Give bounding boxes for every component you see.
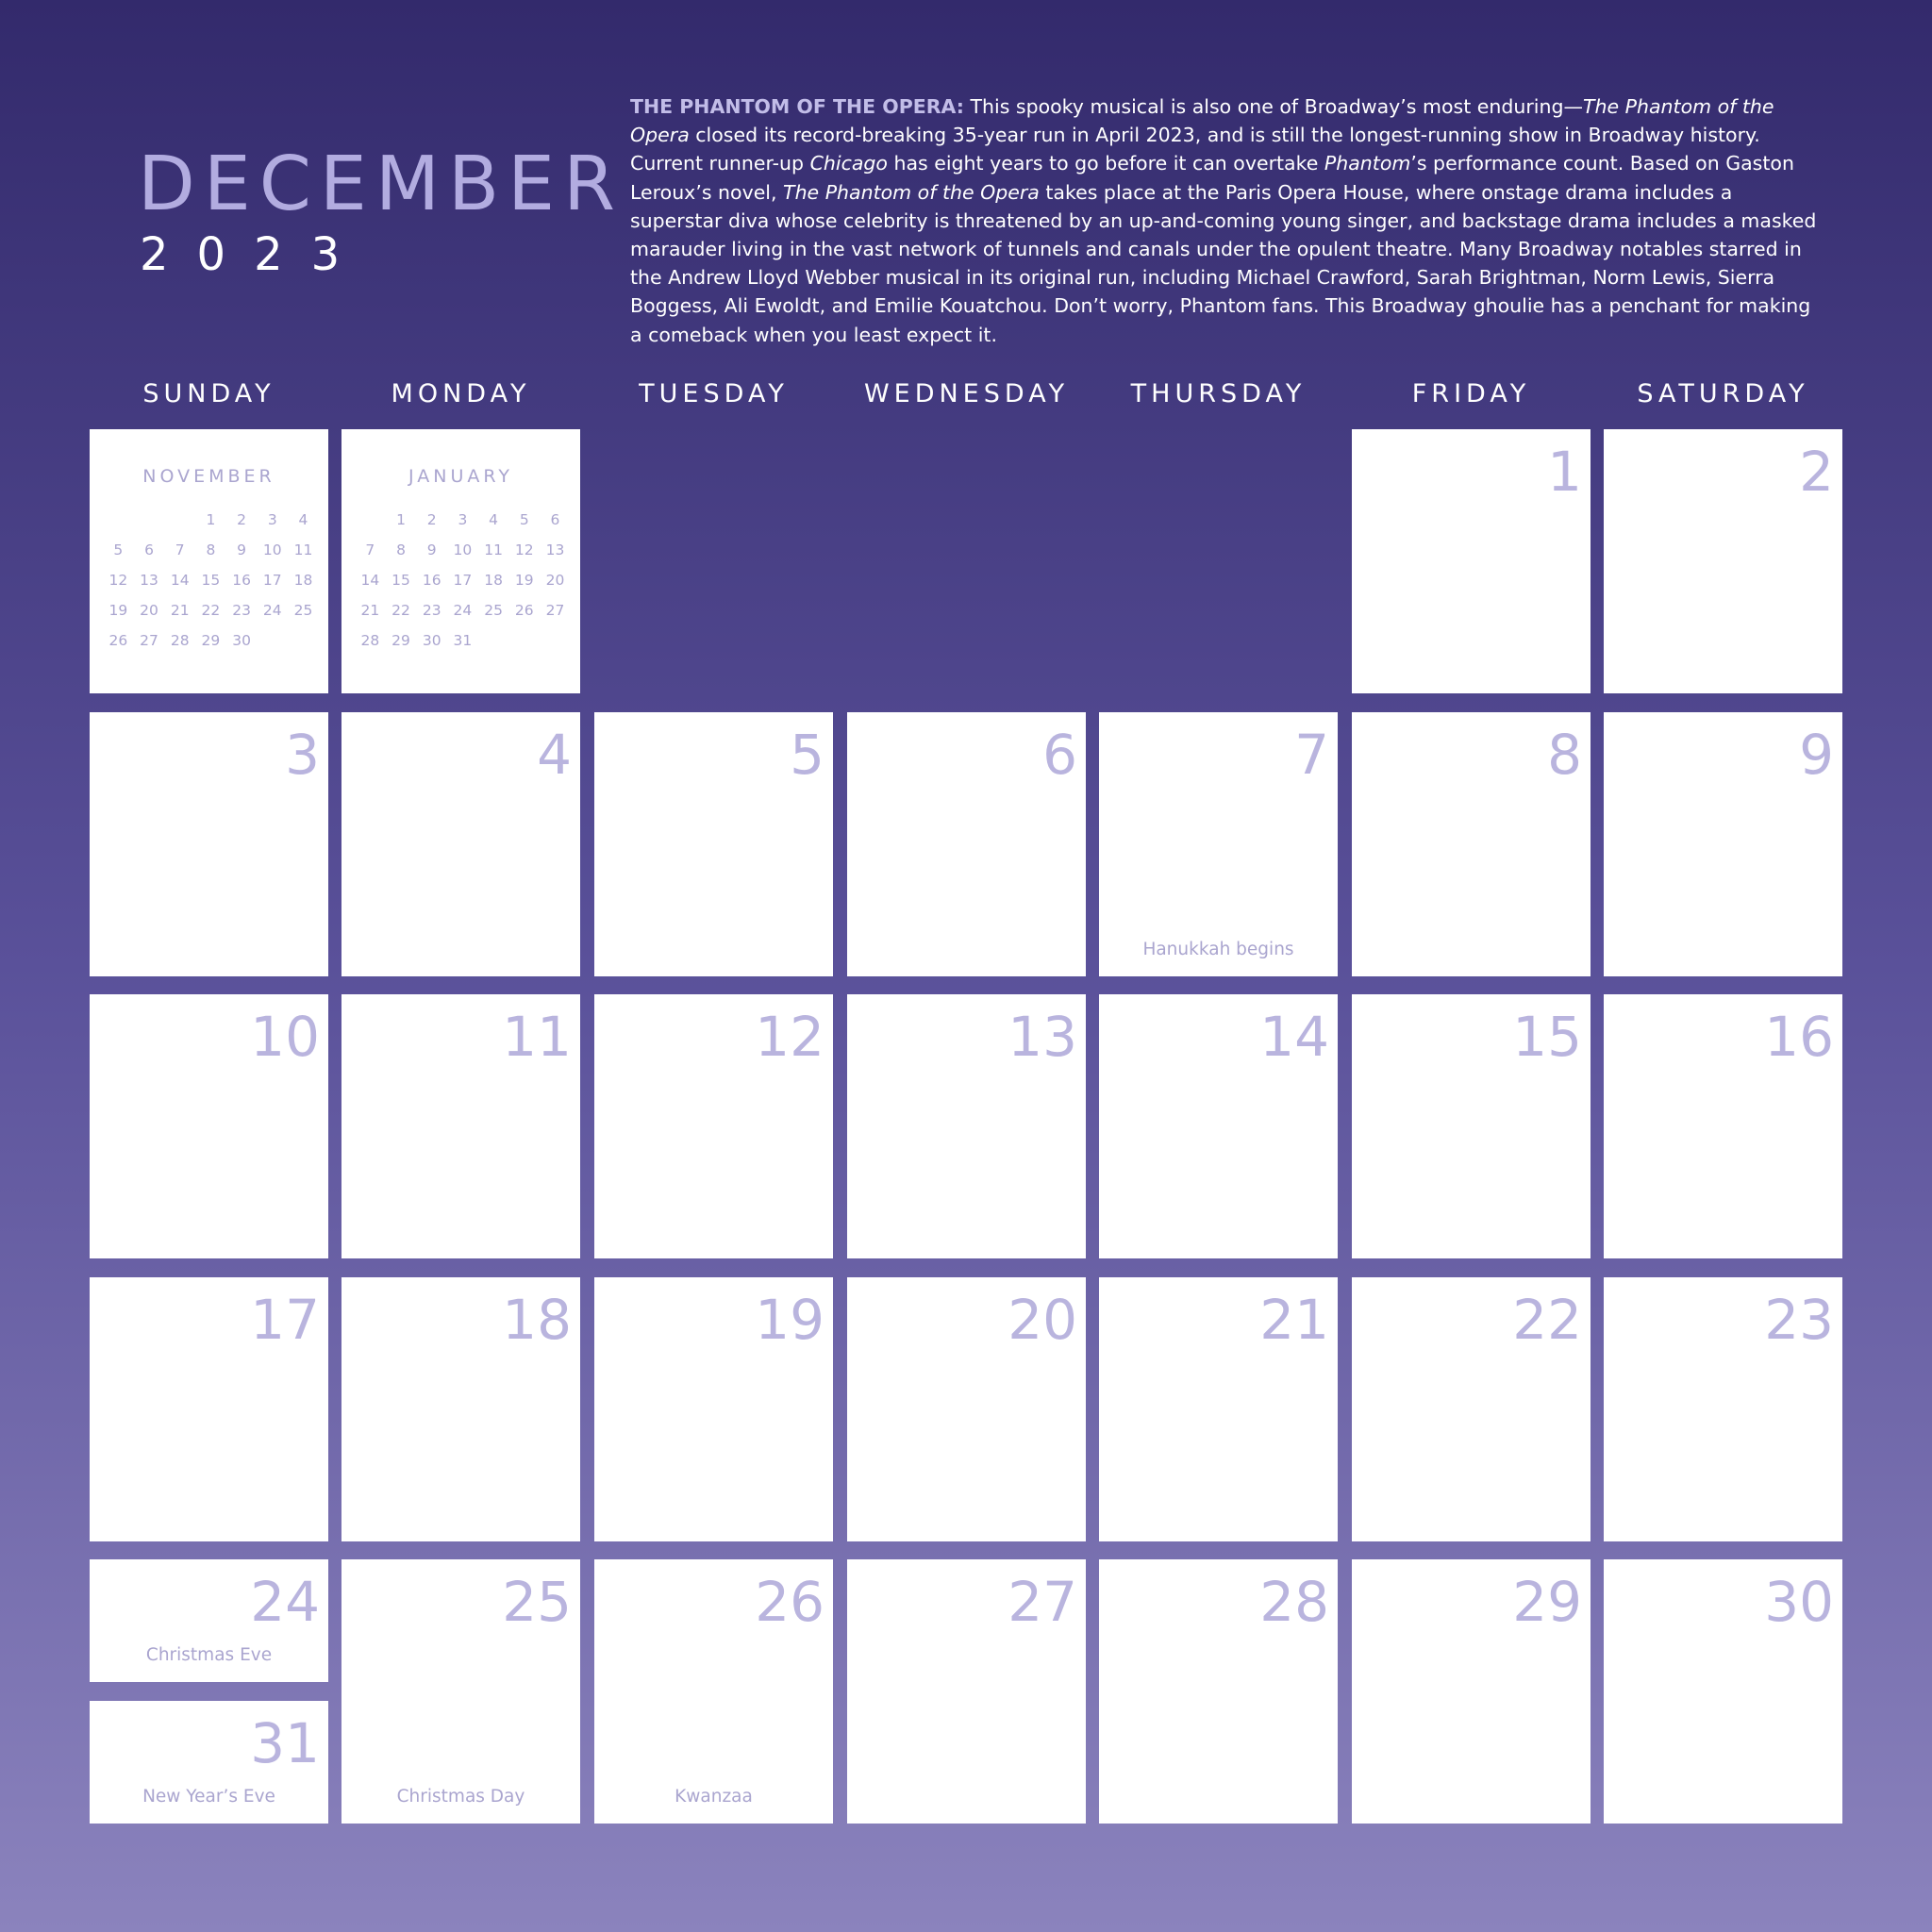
mini-calendar-day: 26 — [514, 602, 534, 619]
mini-calendar-day: 11 — [293, 541, 313, 558]
day-cell-17[interactable] — [90, 1277, 328, 1541]
day-cell-22[interactable] — [1352, 1277, 1591, 1541]
day-cell-11[interactable] — [341, 994, 580, 1258]
mini-calendar-day: 25 — [293, 602, 313, 619]
day-number: 14 — [1259, 1005, 1329, 1069]
day-number: 2 — [1799, 440, 1834, 504]
day-number: 31 — [250, 1711, 320, 1775]
day-number: 21 — [1259, 1288, 1329, 1352]
weekday-header-sunday: SUNDAY — [142, 379, 275, 408]
mini-calendar-day: 1 — [206, 511, 216, 528]
mini-calendar-day: 19 — [514, 572, 534, 589]
mini-calendar-day: 2 — [426, 511, 437, 528]
mini-calendar-day: 31 — [453, 632, 473, 649]
event-label: Kwanzaa — [675, 1787, 753, 1807]
mini-calendar-day: 16 — [422, 572, 441, 589]
day-cell-29[interactable] — [1352, 1559, 1591, 1824]
mini-calendar-day: 6 — [144, 541, 154, 558]
day-number: 7 — [1294, 723, 1329, 787]
weekday-header-friday: FRIDAY — [1411, 379, 1531, 408]
description-segment: closed its record-breaking 35-year run in April 2023, and is still the longest-running show in Broadway history. Current runner-up — [630, 124, 1760, 175]
description-segment: has eight years to go before it can overtake — [887, 152, 1324, 175]
description-text — [630, 92, 1826, 349]
weekday-header-thursday: THURSDAY — [1130, 379, 1307, 408]
day-cell-4[interactable] — [341, 712, 580, 976]
mini-calendar-grid — [355, 505, 571, 656]
mini-calendar-day: 30 — [232, 632, 251, 649]
mini-calendar-day: 4 — [298, 511, 308, 528]
mini-calendar-day: 9 — [426, 541, 437, 558]
mini-calendar-january — [341, 429, 580, 693]
mini-calendar-day: 25 — [484, 602, 503, 619]
day-cell-15[interactable] — [1352, 994, 1591, 1258]
day-cell-26[interactable] — [594, 1559, 833, 1824]
day-number: 29 — [1512, 1570, 1582, 1634]
day-cell-21[interactable] — [1099, 1277, 1338, 1541]
mini-calendar-day: 28 — [170, 632, 190, 649]
mini-calendar-day: 9 — [237, 541, 247, 558]
day-cell-9[interactable] — [1604, 712, 1842, 976]
mini-calendar-day: 22 — [391, 602, 410, 619]
mini-calendar-day: 17 — [262, 572, 282, 589]
mini-calendar-day: 28 — [360, 632, 380, 649]
description-segment: takes place at the Paris Opera House, where onstage drama includes a superstar diva whose celebrity is threatened by an up-and-coming young singer, and backstage drama includes a masked marauder living in the vast network of tunnels and canals under the opulent theatre. Many Broadway notables starred in the Andrew Lloyd Webber musical in its original run, including Michael Crawford, Sarah Brightman, Norm Lewis, Sierra Boggess, Ali Ewoldt, and Emilie Kouatchou. Don’t worry, Phantom fans. This Broadway ghoulie has a penchant for making a comeback when you least expect it. — [630, 180, 1817, 346]
day-cell-24[interactable] — [90, 1559, 328, 1682]
day-number: 16 — [1764, 1005, 1834, 1069]
mini-calendar-day: 8 — [396, 541, 406, 558]
day-number: 22 — [1512, 1288, 1582, 1352]
mini-calendar-november — [90, 429, 328, 693]
mini-calendar-day: 13 — [140, 572, 158, 589]
mini-calendar-day: 6 — [550, 511, 560, 528]
day-cell-6[interactable] — [847, 712, 1086, 976]
day-cell-8[interactable] — [1352, 712, 1591, 976]
day-cell-14[interactable] — [1099, 994, 1338, 1258]
day-number: 30 — [1764, 1570, 1834, 1634]
mini-calendar-day: 27 — [545, 602, 565, 619]
mini-calendar-day: 29 — [391, 632, 410, 649]
day-number: 13 — [1008, 1005, 1077, 1069]
mini-calendar-day: 29 — [201, 632, 221, 649]
description-italic: The Phantom of the Opera — [630, 95, 1774, 147]
mini-calendar-day: 19 — [108, 602, 128, 619]
day-cell-19[interactable] — [594, 1277, 833, 1541]
day-number: 23 — [1764, 1288, 1834, 1352]
mini-calendar-day: 20 — [545, 572, 565, 589]
mini-calendar-day: 14 — [360, 572, 380, 589]
mini-calendar-day: 17 — [453, 572, 473, 589]
day-cell-28[interactable] — [1099, 1559, 1338, 1824]
mini-calendar-day: 18 — [484, 572, 503, 589]
mini-calendar-day: 11 — [484, 541, 503, 558]
mini-calendar-day — [103, 505, 134, 535]
day-cell-5[interactable] — [594, 712, 833, 976]
mini-calendar-day — [134, 505, 165, 535]
mini-calendar-day: 23 — [232, 602, 251, 619]
day-number: 10 — [250, 1005, 320, 1069]
mini-calendar-day: 7 — [365, 541, 375, 558]
mini-calendar-day: 13 — [545, 541, 565, 558]
mini-calendar-day: 7 — [175, 541, 185, 558]
day-number: 19 — [755, 1288, 824, 1352]
day-number: 28 — [1259, 1570, 1329, 1634]
mini-calendar-day: 27 — [140, 632, 158, 649]
event-label: New Year’s Eve — [142, 1787, 275, 1807]
year-title: 2023 — [140, 228, 369, 281]
mini-calendar-day: 20 — [140, 602, 158, 619]
weekday-header-tuesday: TUESDAY — [639, 379, 789, 408]
description-segment: ’s performance count. Based on Gaston Leroux’s novel, — [630, 152, 1794, 204]
day-cell-18[interactable] — [341, 1277, 580, 1541]
day-cell-31[interactable] — [90, 1701, 328, 1824]
weekday-header-wednesday: WEDNESDAY — [863, 379, 1070, 408]
mini-calendar-day: 4 — [489, 511, 499, 528]
day-number: 5 — [790, 723, 824, 787]
day-cell-20[interactable] — [847, 1277, 1086, 1541]
day-cell-25[interactable] — [341, 1559, 580, 1824]
mini-calendar-day: 12 — [108, 572, 128, 589]
day-cell-23[interactable] — [1604, 1277, 1842, 1541]
mini-calendar-day: 24 — [453, 602, 473, 619]
mini-calendar-day: 5 — [519, 511, 529, 528]
mini-calendar-title: JANUARY — [408, 466, 513, 487]
mini-calendar-day — [164, 505, 195, 535]
mini-calendar-day: 14 — [170, 572, 190, 589]
day-cell-16[interactable] — [1604, 994, 1842, 1258]
mini-calendar-day: 26 — [108, 632, 128, 649]
description-italic: Phantom — [1324, 152, 1411, 175]
mini-calendar-day: 5 — [113, 541, 124, 558]
mini-calendar-day: 21 — [170, 602, 190, 619]
weekday-header-saturday: SATURDAY — [1637, 379, 1809, 408]
day-number: 1 — [1547, 440, 1582, 504]
event-label: Christmas Day — [396, 1787, 525, 1807]
mini-calendar-day: 18 — [293, 572, 313, 589]
description-lead: THE PHANTOM OF THE OPERA: — [630, 95, 964, 118]
mini-calendar-day: 8 — [206, 541, 216, 558]
day-number: 24 — [250, 1570, 320, 1634]
day-number: 9 — [1799, 723, 1834, 787]
day-cell-3[interactable] — [90, 712, 328, 976]
day-cell-1[interactable] — [1352, 429, 1591, 693]
mini-calendar-title: NOVEMBER — [142, 466, 275, 487]
day-number: 12 — [755, 1005, 824, 1069]
mini-calendar-day: 16 — [232, 572, 251, 589]
mini-calendar-grid — [103, 505, 319, 656]
day-cell-27[interactable] — [847, 1559, 1086, 1824]
mini-calendar-day: 10 — [453, 541, 473, 558]
month-title: DECEMBER — [138, 141, 624, 227]
day-cell-13[interactable] — [847, 994, 1086, 1258]
mini-calendar-day: 10 — [262, 541, 282, 558]
event-label: Hanukkah begins — [1142, 940, 1294, 959]
mini-calendar-day: 2 — [237, 511, 247, 528]
mini-calendar-day: 15 — [201, 572, 221, 589]
mini-calendar-day: 21 — [360, 602, 380, 619]
day-number: 3 — [285, 723, 320, 787]
day-number: 8 — [1547, 723, 1582, 787]
mini-calendar-day: 1 — [396, 511, 406, 528]
day-cell-7[interactable] — [1099, 712, 1338, 976]
day-number: 26 — [755, 1570, 824, 1634]
day-number: 25 — [502, 1570, 572, 1634]
event-label: Christmas Eve — [145, 1645, 273, 1665]
mini-calendar-day: 12 — [514, 541, 534, 558]
day-cell-30[interactable] — [1604, 1559, 1842, 1824]
day-number: 11 — [502, 1005, 572, 1069]
day-cell-10[interactable] — [90, 994, 328, 1258]
mini-calendar-day: 23 — [422, 602, 441, 619]
day-number: 6 — [1042, 723, 1077, 787]
mini-calendar-day — [355, 505, 386, 535]
day-number: 27 — [1008, 1570, 1077, 1634]
weekday-header-monday: MONDAY — [391, 379, 531, 408]
mini-calendar-day: 30 — [422, 632, 441, 649]
description-italic: Chicago — [809, 152, 888, 175]
day-number: 18 — [502, 1288, 572, 1352]
mini-calendar-day: 15 — [391, 572, 410, 589]
mini-calendar-day: 3 — [267, 511, 277, 528]
description-italic: The Phantom of the Opera — [783, 180, 1040, 204]
day-cell-12[interactable] — [594, 994, 833, 1258]
description-segment: This spooky musical is also one of Broadway’s most enduring— — [963, 95, 1583, 118]
day-number: 20 — [1008, 1288, 1077, 1352]
mini-calendar-day: 22 — [201, 602, 221, 619]
mini-calendar-day: 24 — [262, 602, 282, 619]
day-number: 4 — [537, 723, 572, 787]
day-number: 17 — [250, 1288, 320, 1352]
mini-calendar-day: 3 — [458, 511, 468, 528]
day-number: 15 — [1512, 1005, 1582, 1069]
day-cell-2[interactable] — [1604, 429, 1842, 693]
